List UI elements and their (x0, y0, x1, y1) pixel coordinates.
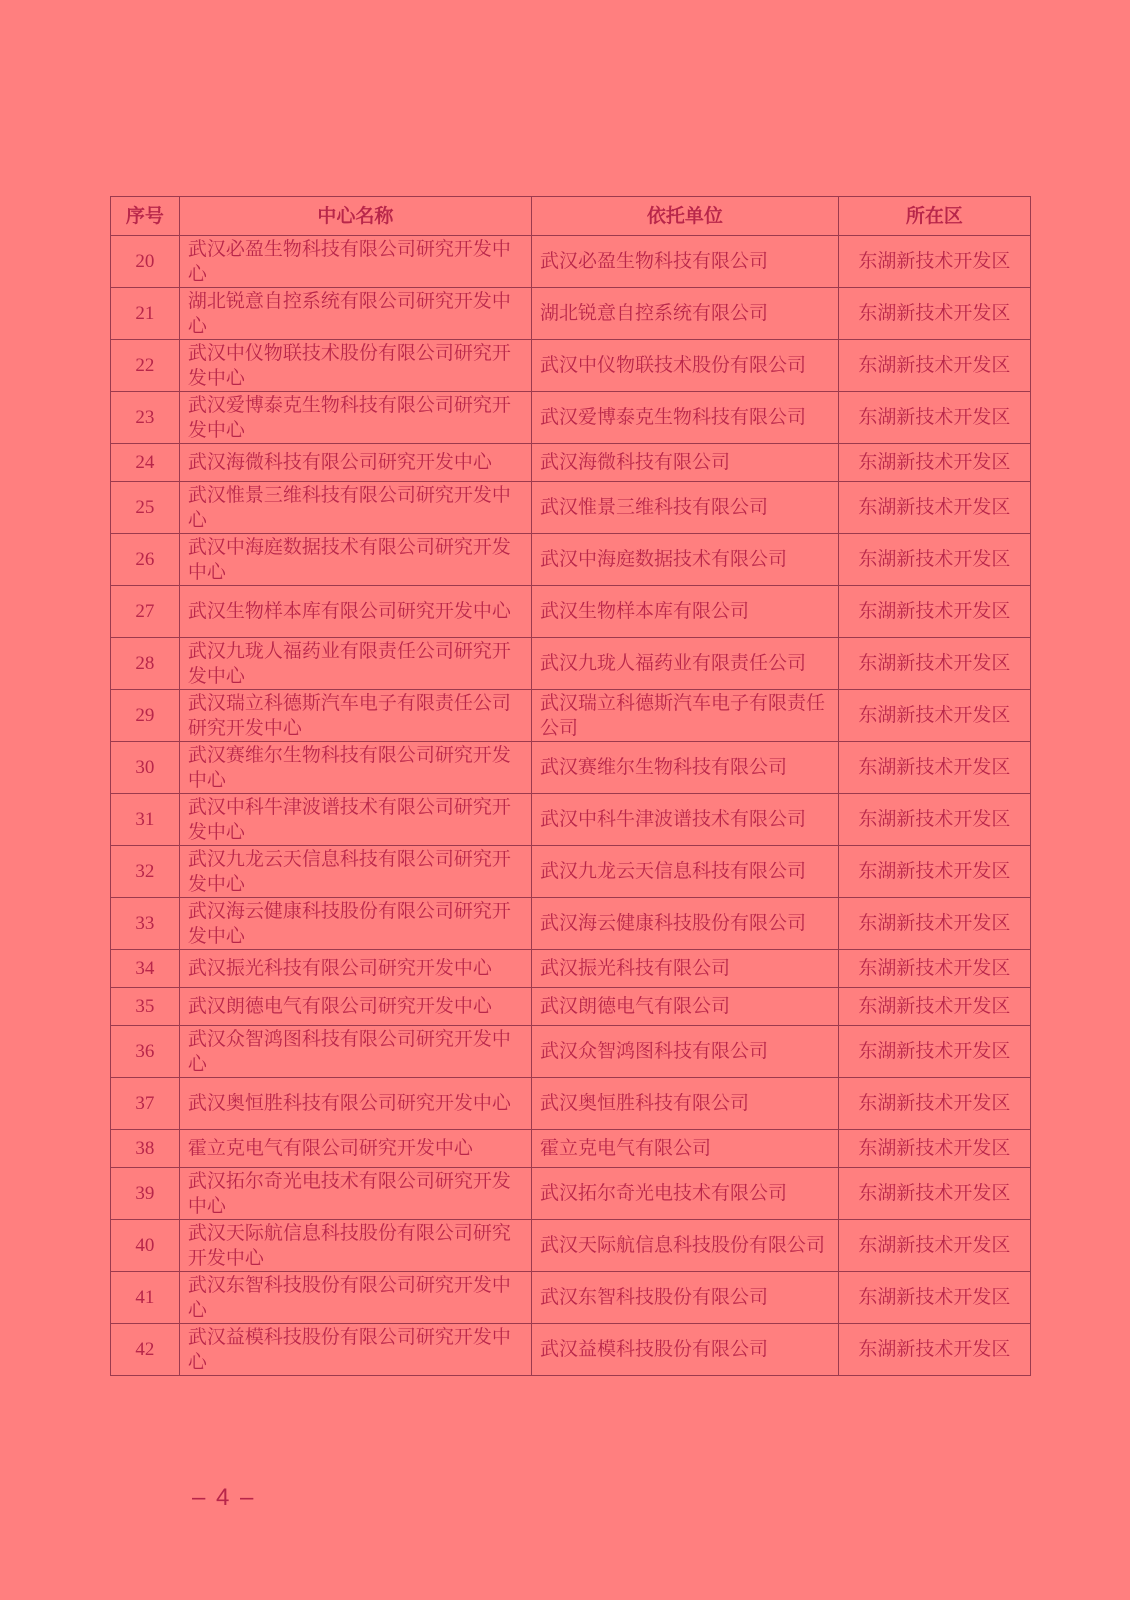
row-supporting-unit: 霍立克电气有限公司 (532, 1130, 839, 1168)
row-no: 35 (111, 988, 180, 1026)
row-district: 东湖新技术开发区 (838, 846, 1030, 898)
row-supporting-unit: 武汉惟景三维科技有限公司 (532, 482, 839, 534)
row-no: 28 (111, 638, 180, 690)
row-center-name: 武汉益模科技股份有限公司研究开发中心 (179, 1324, 531, 1376)
row-center-name: 武汉拓尔奇光电技术有限公司研究开发中心 (179, 1168, 531, 1220)
table-row (111, 794, 1031, 846)
row-district: 东湖新技术开发区 (838, 742, 1030, 794)
row-supporting-unit: 武汉海云健康科技股份有限公司 (532, 898, 839, 950)
row-center-name: 武汉中海庭数据技术有限公司研究开发中心 (179, 534, 531, 586)
row-supporting-unit: 武汉中科牛津波谱技术有限公司 (532, 794, 839, 846)
page-number: – 4 – (192, 1484, 256, 1511)
row-no: 32 (111, 846, 180, 898)
table-row (111, 482, 1031, 534)
table-row (111, 1272, 1031, 1324)
table-row (111, 288, 1031, 340)
row-district: 东湖新技术开发区 (838, 586, 1030, 638)
centers-table (110, 196, 1031, 1376)
row-no: 33 (111, 898, 180, 950)
header-district: 所在区 (838, 197, 1030, 236)
table-row (111, 1324, 1031, 1376)
row-district: 东湖新技术开发区 (838, 794, 1030, 846)
row-center-name: 武汉东智科技股份有限公司研究开发中心 (179, 1272, 531, 1324)
row-district: 东湖新技术开发区 (838, 690, 1030, 742)
row-no: 36 (111, 1026, 180, 1078)
row-no: 27 (111, 586, 180, 638)
header-supporting-unit: 依托单位 (532, 197, 839, 236)
row-center-name: 武汉生物样本库有限公司研究开发中心 (179, 586, 531, 638)
table-body (111, 236, 1031, 1376)
row-no: 29 (111, 690, 180, 742)
row-center-name: 霍立克电气有限公司研究开发中心 (179, 1130, 531, 1168)
row-no: 41 (111, 1272, 180, 1324)
row-supporting-unit: 武汉九龙云天信息科技有限公司 (532, 846, 839, 898)
row-district: 东湖新技术开发区 (838, 988, 1030, 1026)
row-center-name: 武汉九龙云天信息科技有限公司研究开发中心 (179, 846, 531, 898)
table-row (111, 340, 1031, 392)
row-center-name: 武汉海微科技有限公司研究开发中心 (179, 444, 531, 482)
table-row (111, 534, 1031, 586)
row-center-name: 武汉爱博泰克生物科技有限公司研究开发中心 (179, 392, 531, 444)
header-center-name: 中心名称 (179, 197, 531, 236)
row-center-name: 武汉振光科技有限公司研究开发中心 (179, 950, 531, 988)
row-center-name: 武汉惟景三维科技有限公司研究开发中心 (179, 482, 531, 534)
table-row (111, 586, 1031, 638)
row-supporting-unit: 武汉爱博泰克生物科技有限公司 (532, 392, 839, 444)
row-no: 42 (111, 1324, 180, 1376)
row-district: 东湖新技术开发区 (838, 482, 1030, 534)
row-district: 东湖新技术开发区 (838, 898, 1030, 950)
table-row (111, 392, 1031, 444)
row-district: 东湖新技术开发区 (838, 950, 1030, 988)
row-no: 40 (111, 1220, 180, 1272)
table-row (111, 638, 1031, 690)
row-district: 东湖新技术开发区 (838, 638, 1030, 690)
row-no: 39 (111, 1168, 180, 1220)
row-no: 31 (111, 794, 180, 846)
row-supporting-unit: 武汉益模科技股份有限公司 (532, 1324, 839, 1376)
row-district: 东湖新技术开发区 (838, 392, 1030, 444)
row-no: 22 (111, 340, 180, 392)
row-district: 东湖新技术开发区 (838, 1324, 1030, 1376)
row-center-name: 武汉瑞立科德斯汽车电子有限责任公司研究开发中心 (179, 690, 531, 742)
row-center-name: 武汉必盈生物科技有限公司研究开发中心 (179, 236, 531, 288)
table-header (111, 197, 1031, 236)
row-no: 23 (111, 392, 180, 444)
row-no: 37 (111, 1078, 180, 1130)
row-center-name: 武汉天际航信息科技股份有限公司研究开发中心 (179, 1220, 531, 1272)
row-center-name: 武汉中科牛津波谱技术有限公司研究开发中心 (179, 794, 531, 846)
row-center-name: 武汉朗德电气有限公司研究开发中心 (179, 988, 531, 1026)
row-supporting-unit: 武汉中仪物联技术股份有限公司 (532, 340, 839, 392)
row-center-name: 武汉奥恒胜科技有限公司研究开发中心 (179, 1078, 531, 1130)
row-no: 25 (111, 482, 180, 534)
row-no: 20 (111, 236, 180, 288)
table-row (111, 1168, 1031, 1220)
row-no: 38 (111, 1130, 180, 1168)
row-supporting-unit: 湖北锐意自控系统有限公司 (532, 288, 839, 340)
row-center-name: 武汉中仪物联技术股份有限公司研究开发中心 (179, 340, 531, 392)
row-district: 东湖新技术开发区 (838, 444, 1030, 482)
row-district: 东湖新技术开发区 (838, 1220, 1030, 1272)
row-district: 东湖新技术开发区 (838, 236, 1030, 288)
row-no: 30 (111, 742, 180, 794)
row-district: 东湖新技术开发区 (838, 1130, 1030, 1168)
row-supporting-unit: 武汉朗德电气有限公司 (532, 988, 839, 1026)
table-row (111, 898, 1031, 950)
row-supporting-unit: 武汉必盈生物科技有限公司 (532, 236, 839, 288)
table-row (111, 1220, 1031, 1272)
table-row (111, 988, 1031, 1026)
header-row (111, 197, 1031, 236)
row-district: 东湖新技术开发区 (838, 534, 1030, 586)
row-supporting-unit: 武汉拓尔奇光电技术有限公司 (532, 1168, 839, 1220)
table-row (111, 846, 1031, 898)
row-district: 东湖新技术开发区 (838, 1272, 1030, 1324)
table-row (111, 236, 1031, 288)
row-supporting-unit: 武汉振光科技有限公司 (532, 950, 839, 988)
row-district: 东湖新技术开发区 (838, 1026, 1030, 1078)
row-no: 26 (111, 534, 180, 586)
row-center-name: 武汉赛维尔生物科技有限公司研究开发中心 (179, 742, 531, 794)
table-row (111, 690, 1031, 742)
table-row (111, 742, 1031, 794)
row-no: 21 (111, 288, 180, 340)
table-row (111, 950, 1031, 988)
row-district: 东湖新技术开发区 (838, 340, 1030, 392)
table-row (111, 444, 1031, 482)
row-supporting-unit: 武汉东智科技股份有限公司 (532, 1272, 839, 1324)
table-row (111, 1130, 1031, 1168)
table-row (111, 1078, 1031, 1130)
row-center-name: 武汉众智鸿图科技有限公司研究开发中心 (179, 1026, 531, 1078)
row-supporting-unit: 武汉奥恒胜科技有限公司 (532, 1078, 839, 1130)
header-no: 序号 (111, 197, 180, 236)
row-no: 34 (111, 950, 180, 988)
row-supporting-unit: 武汉天际航信息科技股份有限公司 (532, 1220, 839, 1272)
row-district: 东湖新技术开发区 (838, 1168, 1030, 1220)
row-supporting-unit: 武汉生物样本库有限公司 (532, 586, 839, 638)
row-supporting-unit: 武汉九珑人福药业有限责任公司 (532, 638, 839, 690)
row-supporting-unit: 武汉瑞立科德斯汽车电子有限责任公司 (532, 690, 839, 742)
row-district: 东湖新技术开发区 (838, 288, 1030, 340)
row-center-name: 湖北锐意自控系统有限公司研究开发中心 (179, 288, 531, 340)
row-supporting-unit: 武汉赛维尔生物科技有限公司 (532, 742, 839, 794)
row-supporting-unit: 武汉众智鸿图科技有限公司 (532, 1026, 839, 1078)
row-district: 东湖新技术开发区 (838, 1078, 1030, 1130)
row-center-name: 武汉海云健康科技股份有限公司研究开发中心 (179, 898, 531, 950)
row-center-name: 武汉九珑人福药业有限责任公司研究开发中心 (179, 638, 531, 690)
row-supporting-unit: 武汉海微科技有限公司 (532, 444, 839, 482)
row-no: 24 (111, 444, 180, 482)
table-row (111, 1026, 1031, 1078)
row-supporting-unit: 武汉中海庭数据技术有限公司 (532, 534, 839, 586)
